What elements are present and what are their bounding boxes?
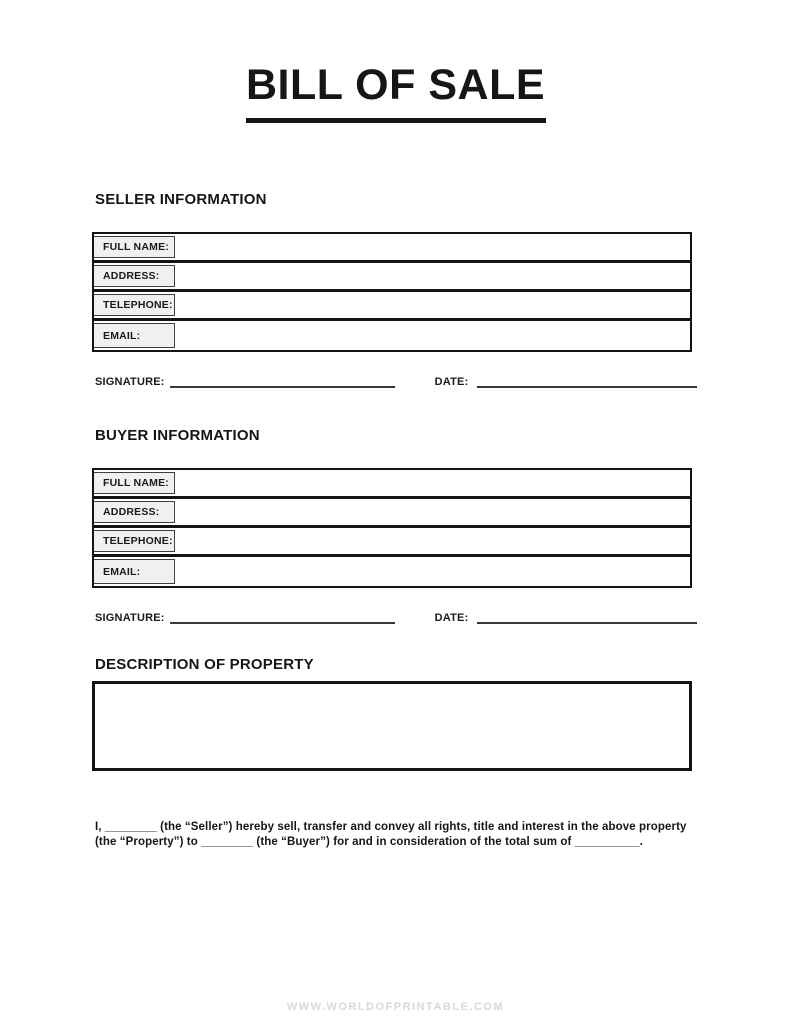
legal-text [92, 820, 692, 849]
seller-telephone-label: TELEPHONE: [94, 294, 175, 316]
buyer-address-label: ADDRESS: [94, 501, 175, 523]
table-row [94, 292, 690, 321]
seller-email-field[interactable] [175, 321, 690, 350]
seller-full-name-label: FULL NAME: [94, 236, 175, 258]
buyer-full-name-label: FULL NAME: [94, 472, 175, 494]
buyer-signature-line[interactable] [170, 610, 395, 624]
buyer-email-field[interactable] [175, 557, 690, 586]
seller-info-table [92, 232, 692, 352]
title-underline [246, 118, 546, 123]
table-row [94, 321, 690, 350]
buyer-signature-label: SIGNATURE: [95, 612, 165, 624]
property-description-field[interactable] [92, 681, 692, 771]
seller-section-heading: SELLER INFORMATION [95, 191, 267, 208]
buyer-date-line[interactable] [477, 610, 697, 624]
seller-date-line[interactable] [477, 374, 697, 388]
table-row [94, 528, 690, 557]
buyer-email-label: EMAIL: [94, 559, 175, 584]
buyer-signature-row [92, 610, 692, 624]
table-row [94, 263, 690, 292]
buyer-date-label: DATE: [434, 612, 469, 624]
buyer-section-heading: BUYER INFORMATION [95, 427, 260, 444]
seller-signature-line[interactable] [170, 374, 395, 388]
table-row [94, 470, 690, 499]
seller-address-label: ADDRESS: [94, 265, 175, 287]
table-row [94, 499, 690, 528]
seller-email-label: EMAIL: [94, 323, 175, 348]
document-title: BILL OF SALE [245, 61, 546, 109]
document-body [92, 191, 692, 849]
seller-telephone-field[interactable] [175, 292, 690, 318]
buyer-telephone-label: TELEPHONE: [94, 530, 175, 552]
buyer-full-name-field[interactable] [175, 470, 690, 496]
table-row [94, 557, 690, 586]
buyer-info-table [92, 468, 692, 588]
table-row [94, 234, 690, 263]
property-section-heading: DESCRIPTION OF PROPERTY [95, 656, 314, 673]
website-footer: WWW.WORLDOFPRINTABLE.COM [286, 1001, 505, 1013]
seller-address-field[interactable] [175, 263, 690, 289]
legal-text-line1: I, ________ (the “Seller”) hereby sell, transfer and convey all rights, title and interest in the above property [95, 821, 687, 833]
seller-full-name-field[interactable] [175, 234, 690, 260]
seller-signature-label: SIGNATURE: [95, 376, 165, 388]
seller-date-label: DATE: [434, 376, 469, 388]
buyer-address-field[interactable] [175, 499, 690, 525]
legal-text-line2: (the “Property”) to ________ (the “Buyer”) for and in consideration of the total sum of __________. [95, 835, 643, 848]
seller-signature-row [92, 374, 692, 388]
buyer-telephone-field[interactable] [175, 528, 690, 554]
